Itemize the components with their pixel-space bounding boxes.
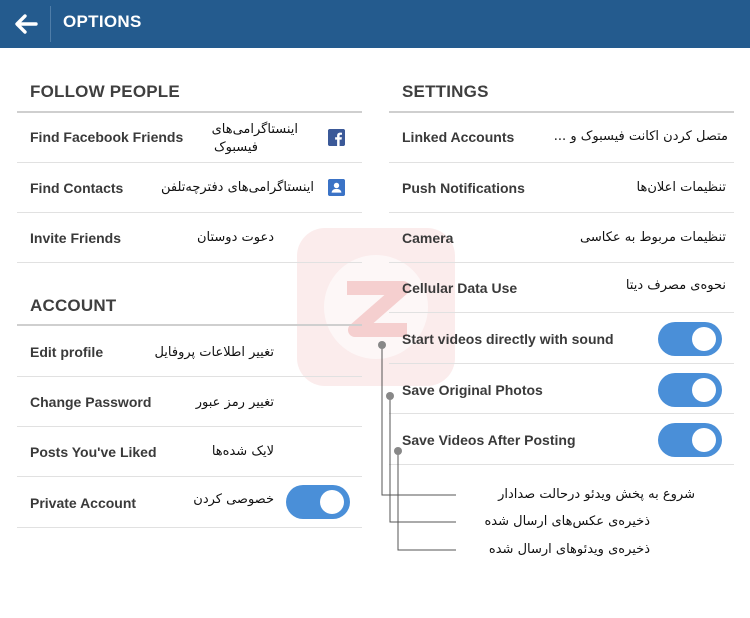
toggle-knob: [320, 490, 344, 514]
section-divider: [389, 111, 734, 113]
toggle-knob: [692, 428, 716, 452]
row-divider: [17, 162, 362, 163]
row-label: Linked Accounts: [402, 129, 515, 145]
row-label: Invite Friends: [30, 230, 122, 246]
save-videos-toggle[interactable]: [658, 423, 722, 457]
start-videos-sound-toggle[interactable]: [658, 322, 722, 356]
section-divider: [17, 324, 362, 326]
row-label: Start videos directly with sound: [402, 331, 614, 347]
row-divider: [389, 464, 734, 465]
row-divider: [389, 162, 734, 163]
row-label: Private Account: [30, 495, 137, 511]
section-title-follow-people: FOLLOW PEOPLE: [30, 82, 180, 101]
row-label: Camera: [402, 230, 454, 246]
save-original-photos-toggle[interactable]: [658, 373, 722, 407]
callout-save-videos: ذخیره‌ی ویدئوهای ارسال شده: [488, 542, 650, 557]
row-divider: [389, 212, 734, 213]
left-column: [17, 0, 362, 618]
row-divider: [389, 312, 734, 313]
row-fa-label: لایک شده‌ها: [211, 444, 274, 459]
row-fa-label: تغییر رمز عبور: [195, 395, 274, 410]
row-label: Save Original Photos: [402, 382, 543, 398]
section-title-settings: SETTINGS: [402, 82, 489, 101]
row-divider: [17, 376, 362, 377]
row-fa-label: تغییر اطلاعات پروفایل: [154, 345, 274, 360]
private-account-toggle[interactable]: [286, 485, 350, 519]
row-divider: [17, 426, 362, 427]
facebook-icon: [328, 129, 345, 146]
row-fa-label: اینستاگرامی‌های دفترچه‌تلفن: [160, 180, 314, 195]
row-label: Cellular Data Use: [402, 280, 518, 296]
callout-save-original-photos: ذخیره‌ی عکس‌های ارسال شده: [484, 514, 650, 529]
contacts-icon: [328, 179, 345, 196]
row-fa-label: تنظیمات مربوط به عکاسی: [580, 230, 726, 245]
row-divider: [389, 363, 734, 364]
toggle-knob: [692, 378, 716, 402]
row-fa-label: اینستاگرامی‌های: [211, 122, 298, 137]
row-label: Push Notifications: [402, 180, 525, 196]
page-title: OPTIONS: [63, 12, 142, 31]
row-fa-label: تنظیمات اعلان‌ها: [636, 180, 726, 195]
row-label: Edit profile: [30, 344, 104, 360]
row-label: Save Videos After Posting: [402, 432, 576, 448]
row-label: Find Facebook Friends: [30, 129, 184, 145]
row-label: Posts You've Liked: [30, 444, 157, 460]
toggle-knob: [692, 327, 716, 351]
callout-start-videos-sound: شروع به پخش ویدئو درحالت صدادار: [498, 487, 695, 502]
row-divider: [17, 262, 362, 263]
row-divider: [17, 527, 362, 528]
row-fa-label: خصوصی کردن: [193, 492, 274, 507]
section-divider: [17, 111, 362, 113]
row-divider: [389, 413, 734, 414]
row-label: Change Password: [30, 394, 152, 410]
section-title-account: ACCOUNT: [30, 296, 117, 315]
row-fa-label: متصل کردن اکانت فیسبوک و ...: [553, 129, 728, 144]
row-divider: [17, 476, 362, 477]
row-fa-label: نحوه‌ی مصرف دیتا: [625, 278, 726, 293]
row-divider: [389, 262, 734, 263]
row-fa-label: دعوت دوستان: [196, 230, 274, 245]
row-label: Find Contacts: [30, 180, 124, 196]
row-divider: [17, 212, 362, 213]
row-fa-label: فیسبوک: [213, 140, 258, 155]
